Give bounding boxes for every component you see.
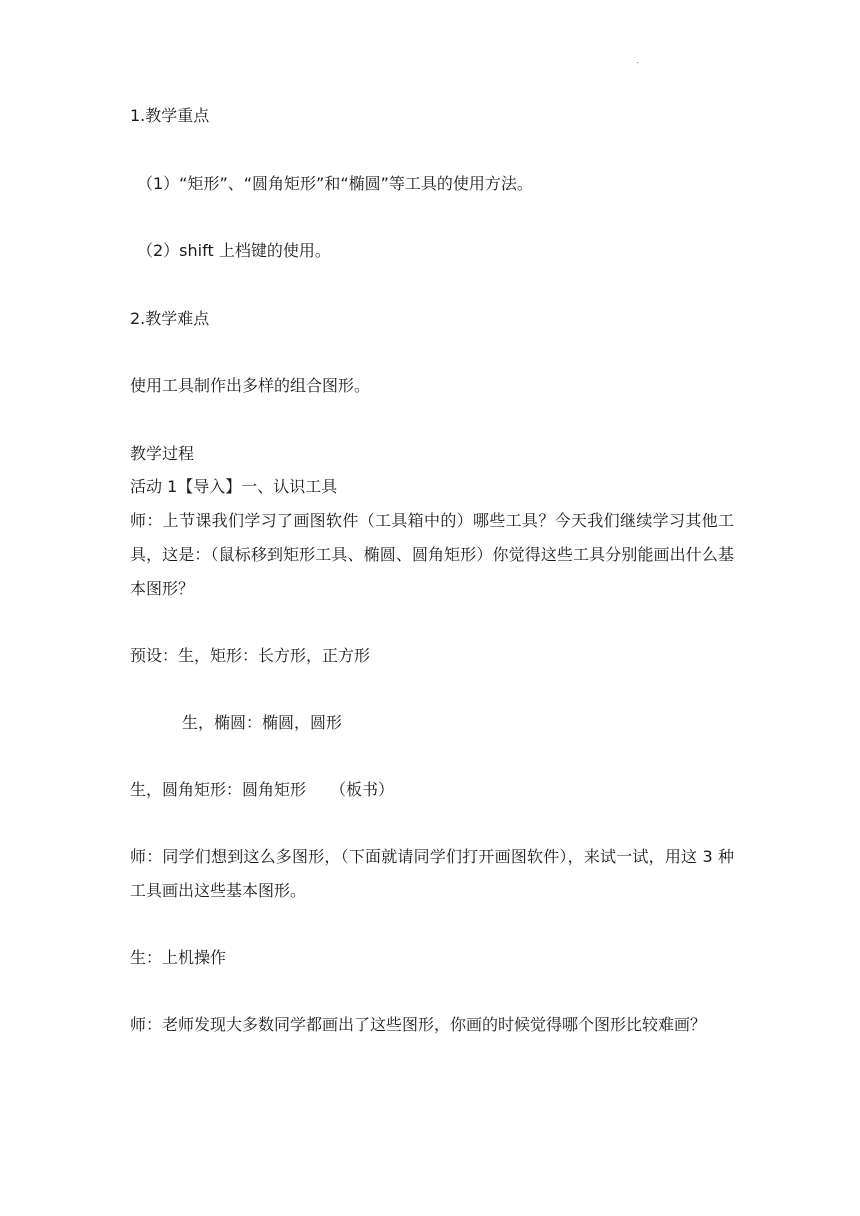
preset-ellipse: 生，椭圆：椭圆，圆形 (182, 713, 343, 732)
focus-heading: 1.教学重点 (130, 106, 210, 125)
preset-rounded-rect: 生，圆角矩形：圆角矩形 （板书） (130, 780, 395, 799)
activity-heading: 活动 1【导入】一、认识工具 (130, 477, 338, 496)
teacher-question-paragraph: 师：老师发现大多数同学都画出了这些图形，你画的时候觉得哪个图形比较难画？ (130, 1015, 707, 1034)
teacher-try-paragraph: 师：同学们想到这么多图形，（下面就请同学们打开画图软件），来试一试，用这 3 种工具画出这些基本图形。 (130, 847, 734, 900)
header-mark: . (636, 56, 639, 65)
process-heading: 教学过程 (130, 444, 195, 463)
focus-item-2: （2）shift 上档键的使用。 (137, 241, 331, 260)
preset-rectangle: 预设：生，矩形：长方形，正方形 (130, 646, 371, 665)
student-operation: 生：上机操作 (130, 948, 227, 967)
teacher-intro-paragraph: 师：上节课我们学习了画图软件（工具箱中的）哪些工具？今天我们继续学习其他工具，这是：（鼠标移到矩形工具、椭圆、圆角矩形）你觉得这些工具分别能画出什么基本图形？ (130, 511, 734, 598)
difficulty-text: 使用工具制作出多样的组合图形。 (130, 376, 371, 395)
difficulty-heading: 2.教学难点 (130, 309, 210, 328)
focus-item-1: （1）“矩形”、“圆角矩形”和“椭圆”等工具的使用方法。 (137, 174, 533, 193)
